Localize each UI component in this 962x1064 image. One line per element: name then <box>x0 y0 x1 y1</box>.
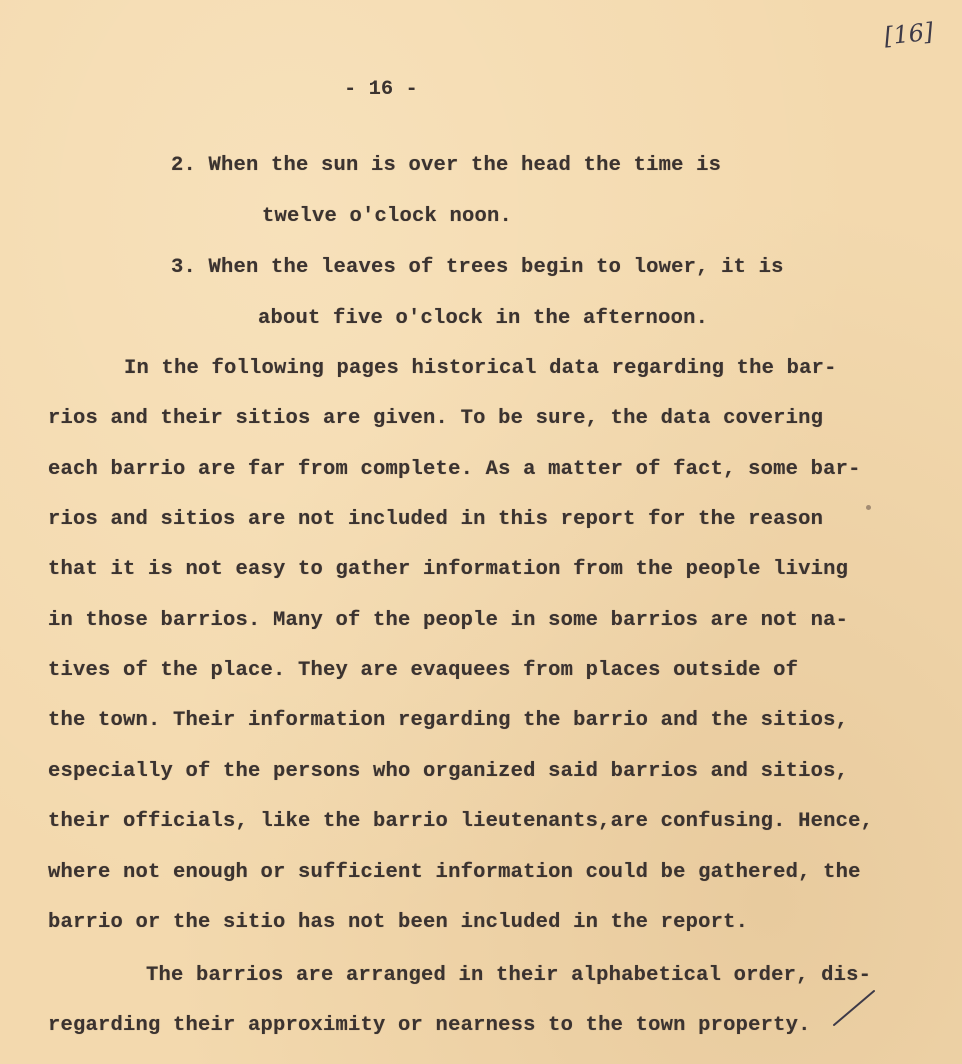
text-line: especially of the persons who organized said barrios and sitios, <box>48 760 849 783</box>
text-line: their officials, like the barrio lieutenants,are confusing. Hence, <box>48 810 874 833</box>
text-line: where not enough or sufficient information could be gathered, the <box>48 861 861 884</box>
paper-speck <box>866 505 871 510</box>
text-line: The barrios are arranged in their alphabetical order, dis- <box>146 964 872 987</box>
text-line: In the following pages historical data regarding the bar- <box>124 357 837 380</box>
text-line: rios and their sitios are given. To be sure, the data covering <box>48 407 824 430</box>
text-line: 3. When the leaves of trees begin to lower, it is <box>171 256 784 279</box>
text-line: in those barrios. Many of the people in some barrios are not na- <box>48 609 849 632</box>
handwritten-page-note: [16] <box>882 17 935 51</box>
text-line: rios and sitios are not included in this report for the reason <box>48 508 824 531</box>
pen-stroke-mark <box>830 988 878 1028</box>
text-line: barrio or the sitio has not been included in the report. <box>48 911 749 934</box>
text-line: tives of the place. They are evaquees from places outside of <box>48 659 799 682</box>
text-line: about five o'clock in the afternoon. <box>258 307 709 330</box>
text-line: regarding their approximity or nearness to the town property. <box>48 1014 811 1037</box>
text-line: the town. Their information regarding the barrio and the sitios, <box>48 709 849 732</box>
text-line: that it is not easy to gather information from the people living <box>48 558 849 581</box>
text-line: 2. When the sun is over the head the time is <box>171 154 722 177</box>
text-line: each barrio are far from complete. As a matter of fact, some bar- <box>48 458 861 481</box>
text-line: twelve o'clock noon. <box>262 205 513 228</box>
page-number: - 16 - <box>344 78 418 101</box>
